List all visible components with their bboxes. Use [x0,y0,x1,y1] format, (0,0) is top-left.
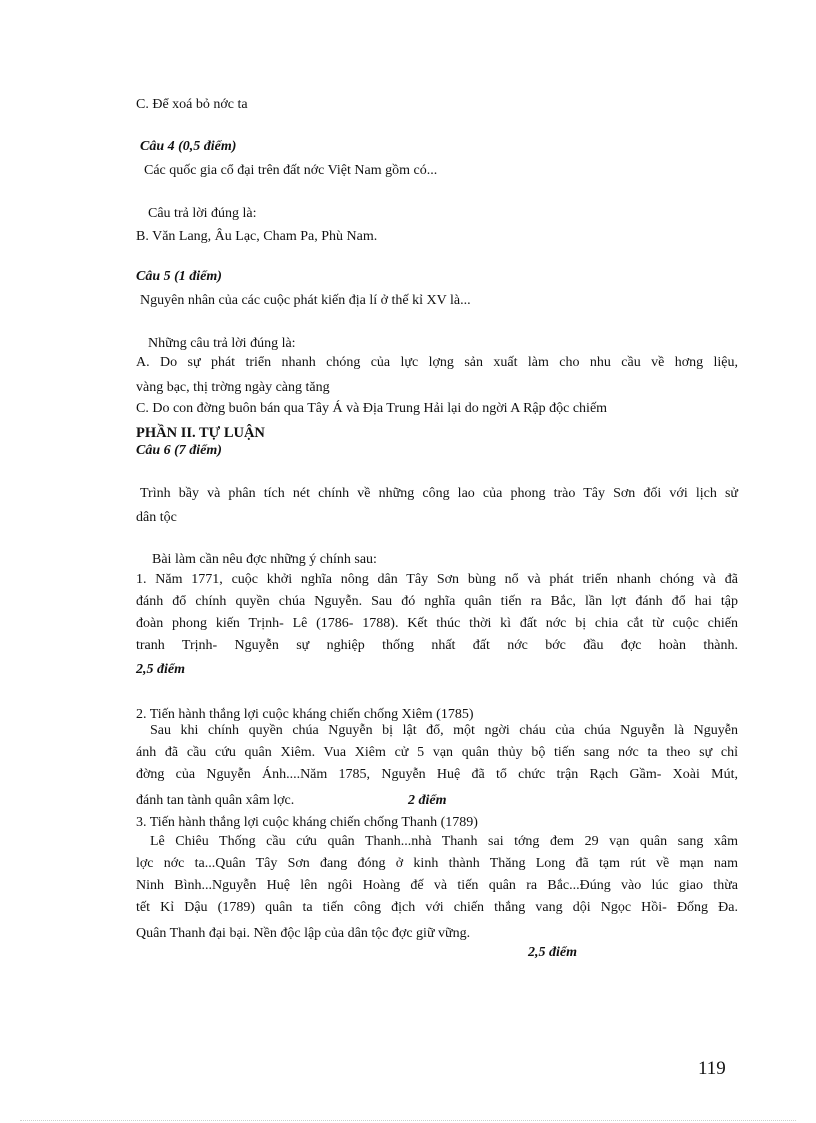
page-number: 119 [698,1058,726,1079]
paragraph-line: Sau khi chính quyền chúa Nguyễn bị lật đổ, một ngời cháu của chúa Nguyễn là Nguyễn [150,723,738,738]
question-4-answer: B. Văn Lang, Âu Lạc, Cham Pa, Phù Nam. [136,229,378,244]
point-3-score: 2,5 điểm [528,945,577,960]
paragraph-line: đoàn phong kiến Trịnh- Lê (1786- 1788). Kết thúc thời kì đất nớc bị chia cắt từ cuộc chiến [136,616,738,631]
point-3-paragraph [136,853,738,919]
point-1-paragraph [136,569,738,657]
answer-a-line-2: vàng bạc, thị trờng ngày càng tăng [136,380,330,395]
question-5-answer-a [136,352,738,374]
option-c-line: C. Để xoá bỏ nớc ta [136,97,248,112]
point-2-title: 2. Tiến hành thắng lợi cuộc kháng chiến chống Xiêm (1785) [136,707,474,722]
question-6-prompt-line-2: dân tộc [136,510,177,525]
point-2-paragraph-first [150,720,738,742]
point-2-score: 2 điểm [408,793,447,808]
paragraph-line: Ninh Bình...Nguyễn Huệ lên ngôi Hoàng đế và tiến quân ra Bắc...Đúng vào lúc giao thừa [136,878,738,893]
prompt-line: Trình bầy và phân tích nét chính về những công lao của phong trào Tây Sơn đối với lịch sử [140,486,738,501]
point-3-paragraph-first [150,831,738,853]
question-5-heading: Câu 5 (1 điểm) [136,269,222,284]
paragraph-line: đờng của Nguyễn Ánh....Năm 1785, Nguyễn Huệ đã tổ chức trận Rạch Gầm- Xoài Mút, [136,767,738,782]
question-6-intro: Bài làm cần nêu đợc những ý chính sau: [152,552,377,567]
paragraph-line: ánh đã cầu cứu quân Xiêm. Vua Xiêm cử 5 vạn quân thủy bộ tiến sang nớc ta theo sự chỉ [136,745,738,760]
point-1-score: 2,5 điểm [136,662,185,677]
paragraph-line: tết Kỉ Dậu (1789) quân ta tiến công địch với chiến thắng vang dội Ngọc Hồi- Đống Đa. [136,900,738,915]
paragraph-line: đánh đổ chính quyền chúa Nguyễn. Sau đó nghĩa quân tiến ra Bắc, lần lợt đánh đổ hai tập [136,594,738,609]
paragraph-line: tranh Trịnh- Nguyễn sự nghiệp thống nhất đất nớc bớc đầu đợc hoàn thành. [136,638,738,653]
question-4-answer-label: Câu trả lời đúng là: [148,206,257,221]
question-5-prompt: Nguyên nhân của các cuộc phát kiến địa lí ở thế kỉ XV là... [140,293,471,308]
point-2-last-line: đánh tan tành quân xâm lợc. [136,793,295,808]
paragraph-line: lợc nớc ta...Quân Tây Sơn đang đóng ở kinh thành Thăng Long đã tạm rút về mạn nam [136,856,738,871]
paragraph-line: Lê Chiêu Thống cầu cứu quân Thanh...nhà Thanh sai tớng đem 29 vạn quân sang xâm [150,834,738,849]
point-2-paragraph [136,742,738,786]
question-6-prompt [140,483,738,505]
question-5-answer-c: C. Do con đờng buôn bán qua Tây Á và Địa Trung Hải lại do ngời A Rập độc chiếm [136,401,608,416]
page-bottom-divider [20,1120,796,1121]
paragraph-line: 1. Năm 1771, cuộc khởi nghĩa nông dân Tây Sơn bùng nổ và phát triển nhanh chóng và đã [136,572,738,587]
point-3-title: 3. Tiến hành thắng lợi cuộc kháng chiến chống Thanh (1789) [136,815,478,830]
point-3-last-line: Quân Thanh đại bại. Nền độc lập của dân tộc đợc giữ vững. [136,926,471,941]
question-4-heading: Câu 4 (0,5 điểm) [140,139,237,154]
question-4-prompt: Các quốc gia cổ đại trên đất nớc Việt Nam gồm có... [144,163,438,178]
question-5-answer-label: Những câu trả lời đúng là: [148,336,296,351]
question-6-heading: Câu 6 (7 điểm) [136,443,222,458]
part-2-heading: PHẦN II. TỰ LUẬN [136,425,265,441]
answer-a-line: A. Do sự phát triển nhanh chóng của lực lợng sản xuất làm cho nhu cầu về hơng liệu, [136,355,738,370]
